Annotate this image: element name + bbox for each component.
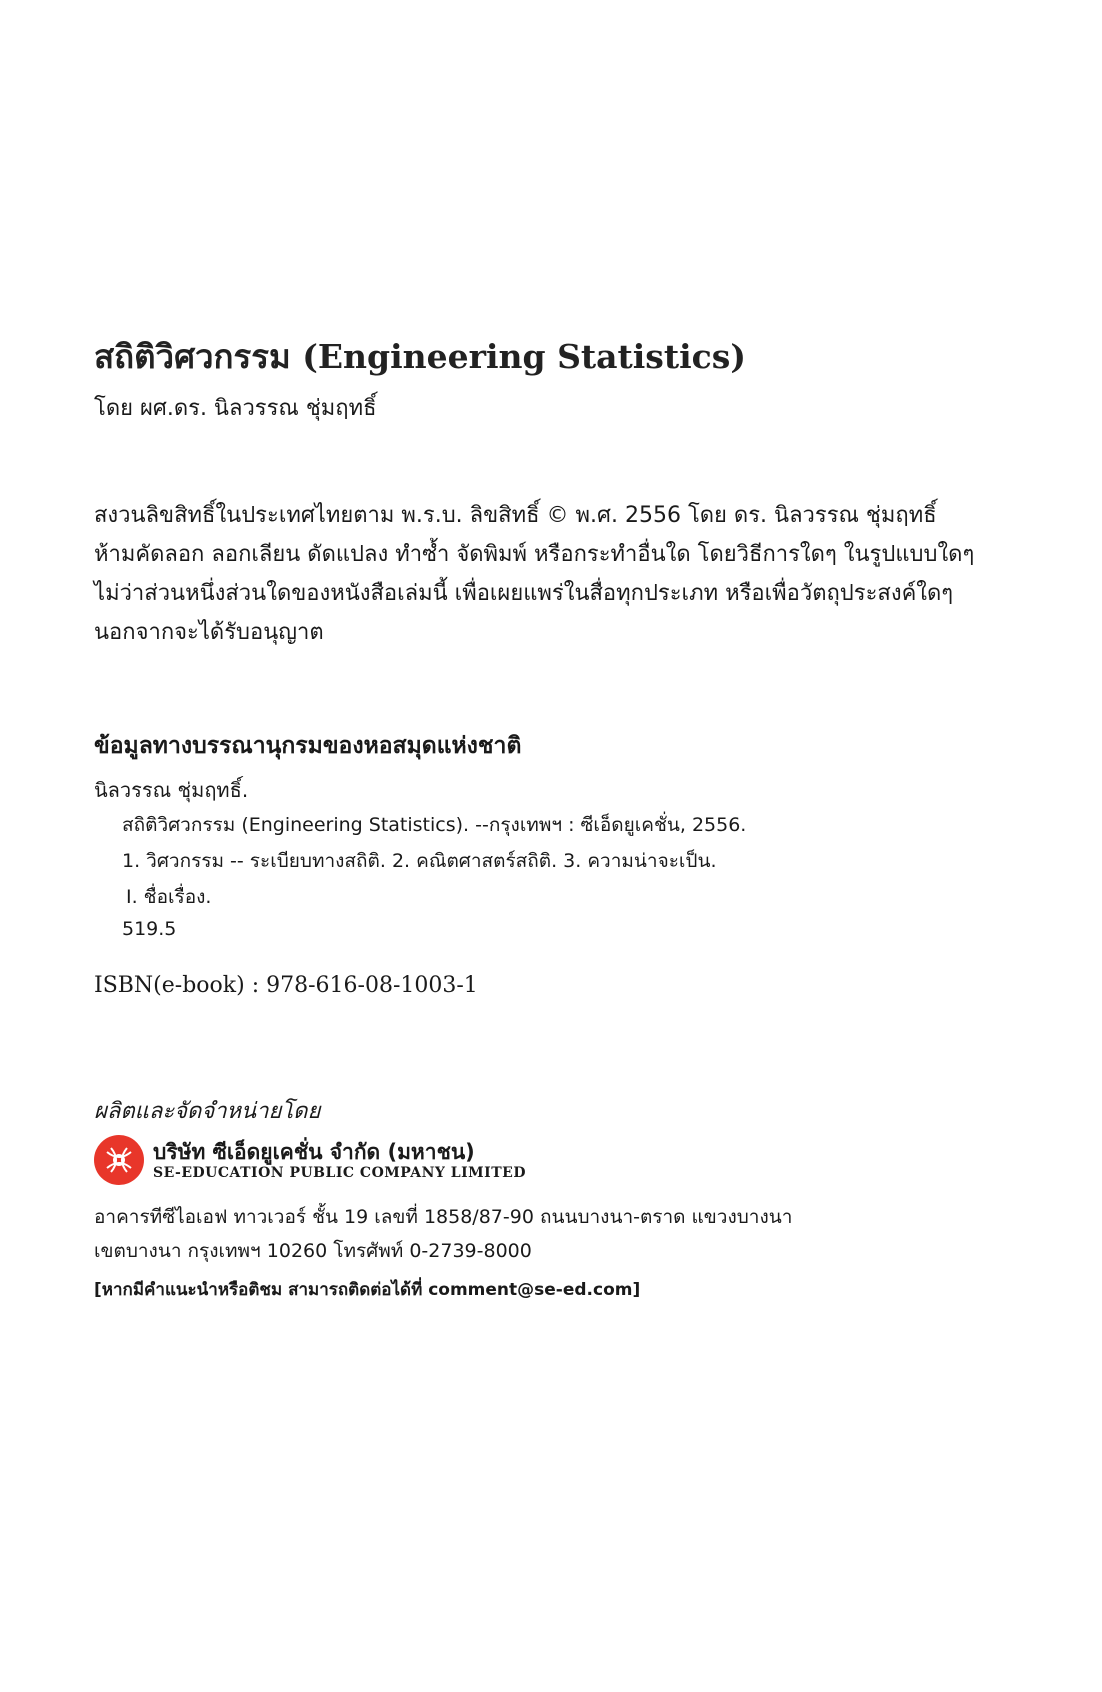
copyright-line: สงวนลิขสิทธิ์ในประเทศไทยตาม พ.ร.บ. ลิขสิทธิ์ © พ.ศ. 2556 โดย ดร. นิลวรรณ ชุ่มฤทธิ์ xyxy=(94,503,937,528)
copyright-line: ห้ามคัดลอก ลอกเลียน ดัดแปลง ทำซ้ำ จัดพิมพ์ หรือกระทำอื่นใด โดยวิธีการใดๆ ในรูปแบบใดๆ xyxy=(94,542,975,567)
catalog-author: นิลวรรณ ชุ่มฤทธิ์. xyxy=(94,778,249,802)
copyright-notice xyxy=(94,496,974,652)
publisher-name-english: SE-EDUCATION PUBLIC COMPANY LIMITED xyxy=(153,1165,526,1181)
catalog-title-entry: I. ชื่อเรื่อง. xyxy=(126,886,212,908)
book-title: สถิติวิศวกรรม (Engineering Statistics) xyxy=(94,337,746,376)
publisher-address-line: เขตบางนา กรุงเทพฯ 10260 โทรศัพท์ 0-2739-8000 xyxy=(94,1240,532,1262)
catalog-subjects: 1. วิศวกรรม -- ระเบียบทางสถิติ. 2. คณิตศาสตร์สถิติ. 3. ความน่าจะเป็น. xyxy=(122,850,717,872)
se-ed-logo-icon xyxy=(94,1135,144,1185)
comment-contact: [หากมีคำแนะนำหรือติชม สามารถติดต่อได้ที่ comment@se-ed.com] xyxy=(94,1280,641,1300)
isbn: ISBN(e-book) : 978-616-08-1003-1 xyxy=(94,973,478,998)
publisher-name-thai: บริษัท ซีเอ็ดยูเคชั่น จำกัด (มหาชน) xyxy=(153,1140,475,1164)
catalog-class-number: 519.5 xyxy=(122,918,177,940)
catalog-title-line: สถิติวิศวกรรม (Engineering Statistics). --กรุงเทพฯ : ซีเอ็ดยูเคชั่น, 2556. xyxy=(122,814,747,836)
publisher-address-line: อาคารทีซีไอเอฟ ทาวเวอร์ ชั้น 19 เลขที่ 1858/87-90 ถนนบางนา-ตราด แขวงบางนา xyxy=(94,1206,793,1228)
copyright-line: ไม่ว่าส่วนหนึ่งส่วนใดของหนังสือเล่มนี้ เพื่อเผยแพร่ในสื่อทุกประเภท หรือเพื่อวัตถุประสงค์ใดๆ xyxy=(94,581,954,606)
copyright-line: นอกจากจะได้รับอนุญาต xyxy=(94,620,324,645)
book-author: โดย ผศ.ดร. นิลวรรณ ชุ่มฤทธิ์ xyxy=(94,396,377,421)
distributor-label: ผลิตและจัดจำหน่ายโดย xyxy=(94,1099,321,1124)
catalog-heading: ข้อมูลทางบรรณานุกรมของหอสมุดแห่งชาติ xyxy=(94,732,522,759)
